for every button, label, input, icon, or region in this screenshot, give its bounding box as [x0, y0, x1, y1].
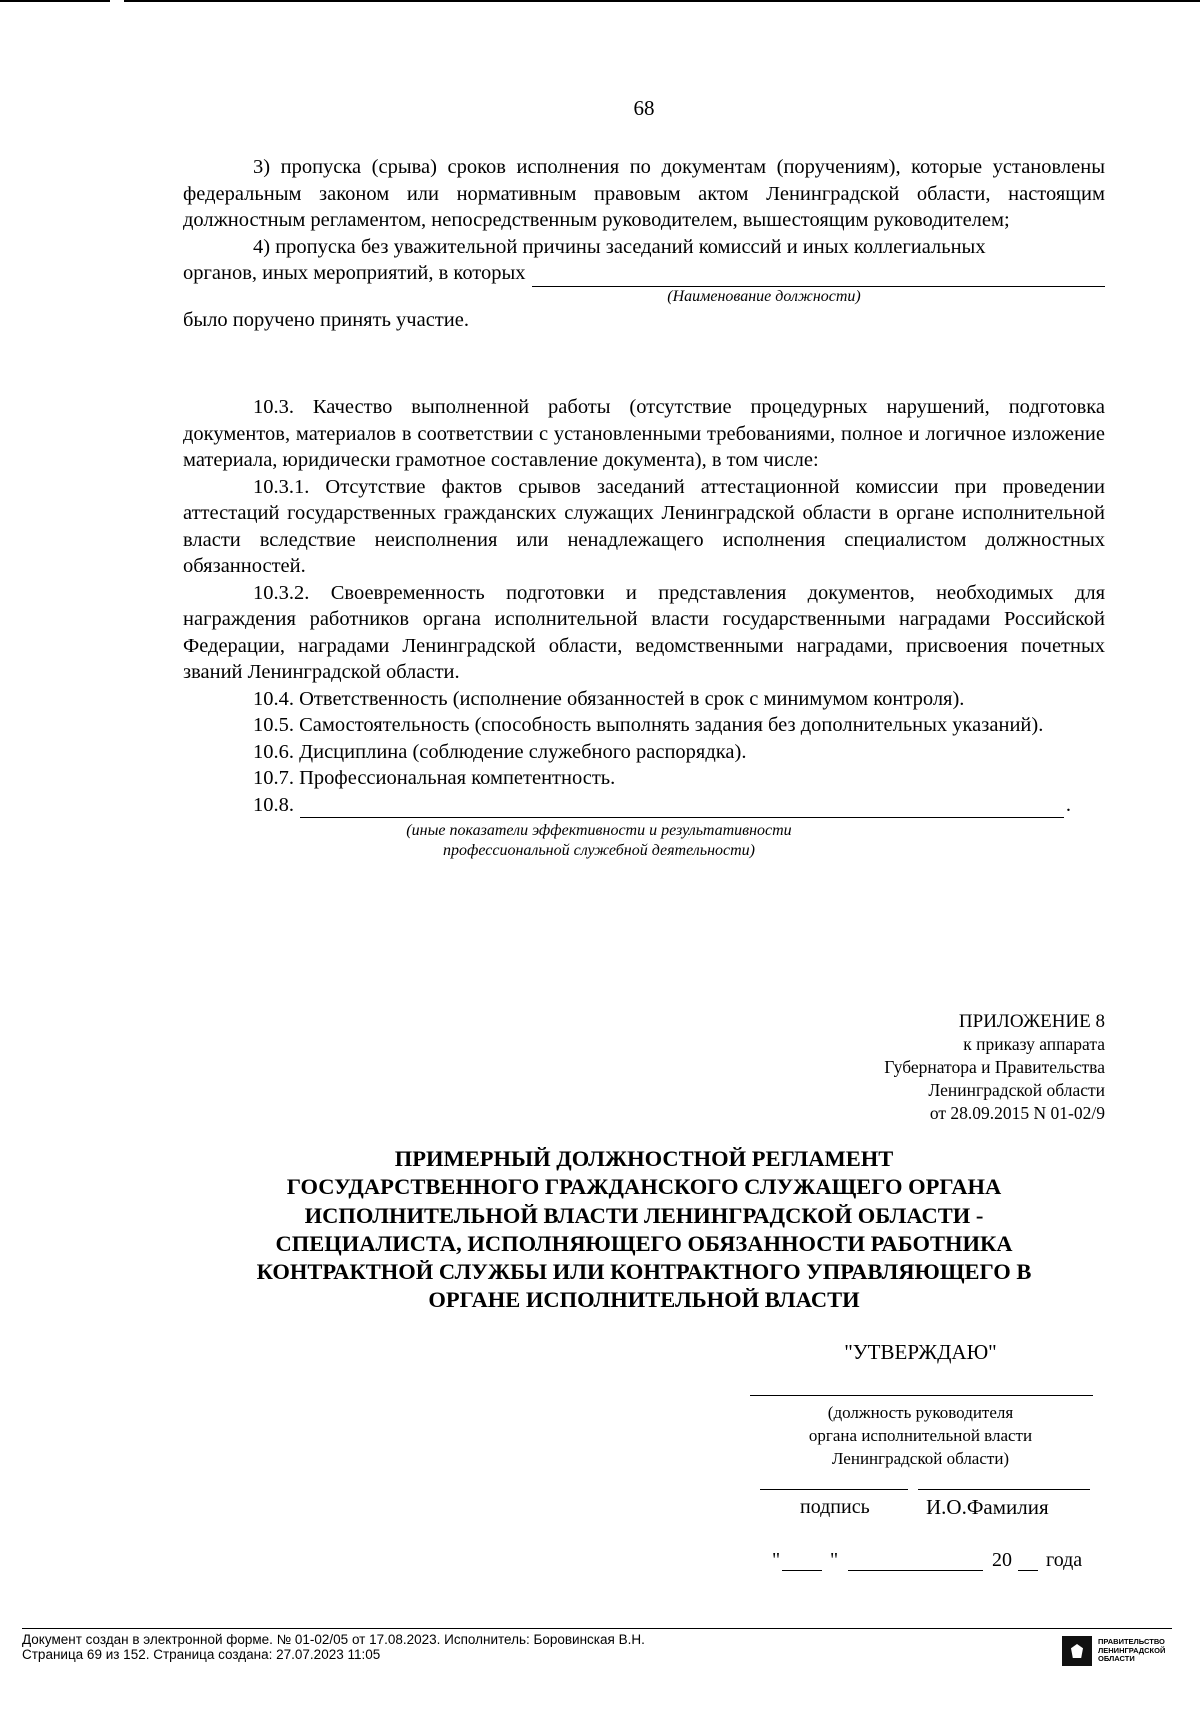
indicators-caption-1: (иные показатели эффективности и результативности — [406, 822, 792, 839]
indicators-caption-2: профессиональной служебной деятельности) — [443, 842, 755, 859]
approval-block — [748, 1341, 1093, 1581]
year-line — [1018, 1570, 1038, 1571]
criteria-block — [183, 394, 1105, 861]
top-rule-right — [124, 0, 1200, 2]
year-word: года — [1046, 1549, 1083, 1571]
coat-of-arms-icon — [1062, 1636, 1092, 1666]
logo-line-2: ЛЕНИНГРАДСКОЙ — [1098, 1645, 1166, 1655]
top-rule-left — [0, 0, 110, 2]
name-label: И.О.Фамилия — [926, 1495, 1049, 1519]
footer — [22, 1632, 645, 1662]
approve-caption — [748, 1401, 1093, 1470]
item-4-text: 4) пропуска без уважительной причины заседаний комиссий и иных коллегиальных — [253, 235, 986, 258]
section-10-3-1: 10.3.1. Отсутствие фактов срывов заседаний аттестационной комиссии при проведении аттестаций государственных гражданских служащих Ленинградской области в органе исполнительной власти вследствие неисполнения или ненадлежащего исполнения специалистом должностных обязанностей. — [183, 475, 1105, 577]
logo-line-3: ОБЛАСТИ — [1098, 1654, 1135, 1664]
date-quote-close: " — [830, 1549, 839, 1571]
day-line — [782, 1570, 822, 1571]
appendix-line-2: Губернатора и Правительства — [884, 1057, 1105, 1077]
section-10-8-end: . — [1065, 793, 1071, 816]
position-blank-line — [532, 266, 1105, 287]
appendix-line-4: от 28.09.2015 N 01-02/9 — [929, 1103, 1105, 1123]
section-10-8-line — [183, 792, 1105, 819]
indicators-blank-line — [300, 797, 1064, 818]
title-line: ГОСУДАРСТВЕННОГО ГРАЖДАНСКОГО СЛУЖАЩЕГО ОРГАНА — [286, 1174, 1002, 1200]
section-10-4: 10.4. Ответственность (исполнение обязанностей в срок с минимумом контроля). — [253, 687, 965, 710]
title-line: ИСПОЛНИТЕЛЬНОЙ ВЛАСТИ ЛЕНИНГРАДСКОЙ ОБЛАСТИ - — [304, 1202, 984, 1228]
position-signature-line — [750, 1395, 1093, 1396]
title-line: КОНТРАКТНОЙ СЛУЖБЫ ИЛИ КОНТРАКТНОГО УПРАВЛЯЮЩЕГО В — [256, 1259, 1032, 1285]
items-block — [183, 154, 1105, 333]
title-line: СПЕЦИАЛИСТА, ИСПОЛНЯЮЩЕГО ОБЯЗАННОСТИ РАБОТНИКА — [275, 1230, 1013, 1256]
section-10-8: 10.8. — [253, 793, 294, 816]
section-10-6: 10.6. Дисциплина (соблюдение служебного распорядка). — [253, 740, 747, 763]
approve-caption-1: (должность руководителя — [827, 1403, 1014, 1422]
item-4-line2: органов, иных мероприятий, в которых — [183, 262, 526, 284]
section-10-3-2: 10.3.2. Своевременность подготовки и представления документов, необходимых для награждения работников органа исполнительной власти государственными наградами Российской Федерации, наградами Ленинградской области, ведомственными наградами, присвоения почетных званий Ленинградской области. — [183, 581, 1105, 683]
position-caption: (Наименование должности) — [667, 287, 861, 305]
section-10-3: 10.3. Качество выполненной работы (отсутствие процедурных нарушений, подготовка документов, материалов в соответствии с установленными требованиями, полное и логичное изложение материала, юридически грамотное составление документа), в том числе: — [183, 396, 1105, 471]
name-line — [918, 1489, 1090, 1490]
logo-line-1: ПРАВИТЕЛЬСТВО — [1098, 1637, 1165, 1647]
approve-caption-2: органа исполнительной власти — [808, 1426, 1033, 1445]
page-number: 68 — [633, 96, 655, 120]
month-line — [848, 1570, 983, 1571]
section-10-5: 10.5. Самостоятельность (способность выполнять задания без дополнительных указаний). — [253, 714, 1044, 736]
date-quote-open: " — [772, 1549, 781, 1571]
footer-rule — [22, 1628, 1172, 1629]
section-10-7: 10.7. Профессиональная компетентность. — [253, 767, 616, 789]
item-3: 3) пропуска (срыва) сроков исполнения по документам (поручениям), которые установлены федеральным законом или нормативным правовым актом Ленинградской области, настоящим должностным регламентом, непосредственным руководителем, вышестоящим руководителем; — [183, 156, 1105, 231]
approve-label: "УТВЕРЖДАЮ" — [844, 1340, 997, 1364]
appendix-header — [760, 1010, 1105, 1125]
item-4-end: было поручено принять участие. — [183, 308, 469, 331]
signature-label: подпись — [800, 1496, 870, 1518]
signature-line — [760, 1489, 908, 1490]
logo-text — [1098, 1638, 1165, 1664]
title-line: ПРИМЕРНЫЙ ДОЛЖНОСТНОЙ РЕГЛАМЕНТ — [394, 1146, 894, 1171]
government-logo — [1062, 1636, 1165, 1666]
document-title — [183, 1145, 1105, 1315]
footer-line-2: Страница 69 из 152. Страница создана: 27.07.2023 11:05 — [22, 1647, 381, 1662]
footer-line-1: Документ создан в электронной форме. № 01-02/05 от 17.08.2023. Исполнитель: Боровинская В.Н. — [22, 1632, 645, 1647]
appendix-line-3: Ленинградской области — [928, 1080, 1105, 1100]
approve-caption-3: Ленинградской области) — [831, 1449, 1010, 1468]
item-4-line — [183, 260, 1105, 287]
appendix-line-1: к приказу аппарата — [963, 1034, 1105, 1054]
title-line: ОРГАНЕ ИСПОЛНИТЕЛЬНОЙ ВЛАСТИ — [428, 1287, 860, 1313]
appendix-title: ПРИЛОЖЕНИЕ 8 — [958, 1011, 1105, 1032]
year-prefix: 20 — [992, 1549, 1012, 1571]
